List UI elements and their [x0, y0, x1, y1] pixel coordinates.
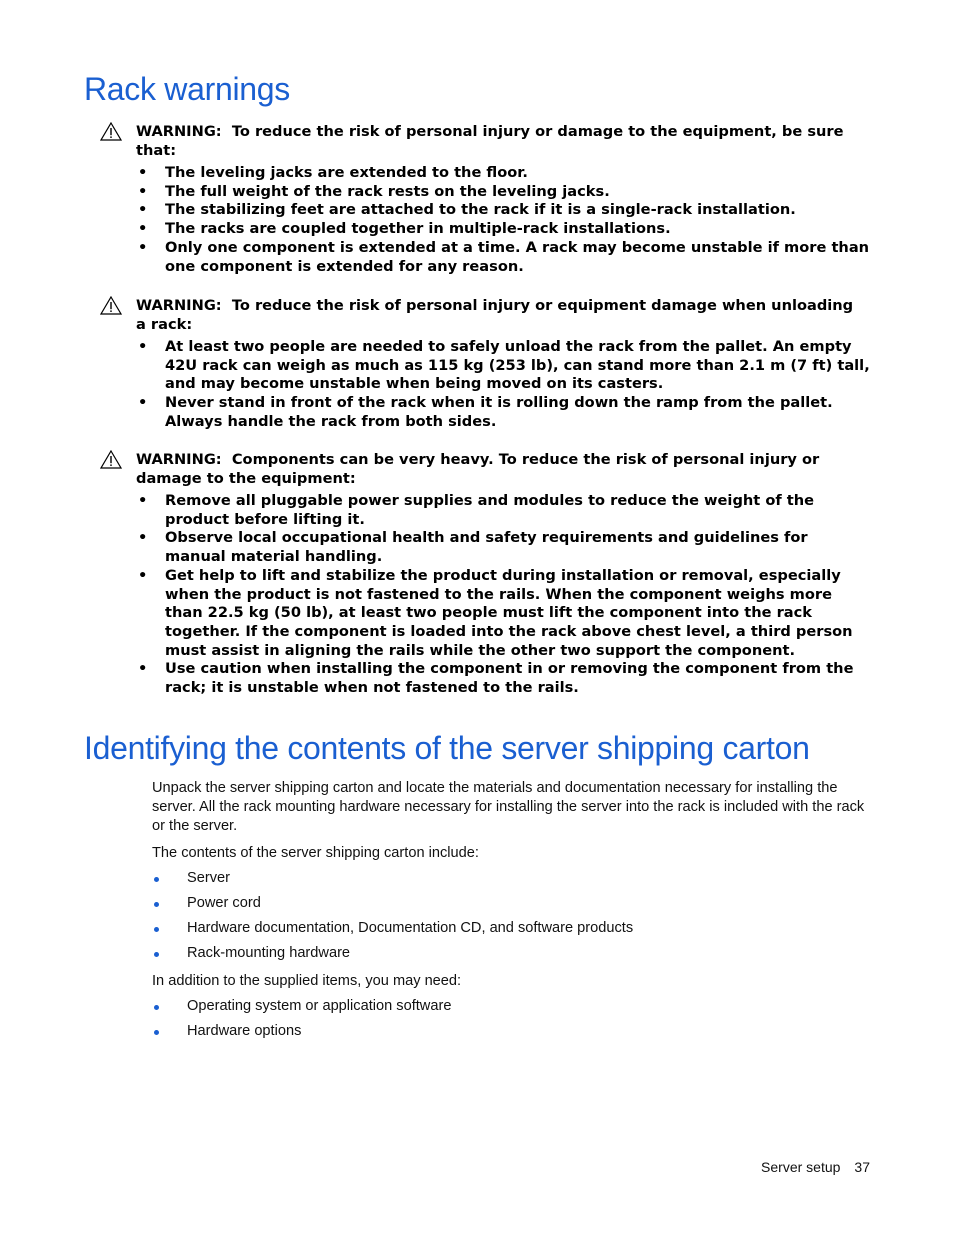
- warning-list: [100, 338, 872, 432]
- list-item: Rack-mounting hardware: [152, 944, 874, 969]
- warning-block-2: [100, 296, 872, 432]
- list-item: Power cord: [152, 894, 874, 919]
- list-item: Hardware documentation, Documentation CD, and software products: [152, 919, 874, 944]
- list-item: • The full weight of the rack rests on the leveling jacks.: [138, 182, 610, 200]
- warning-lead-text: [136, 450, 872, 488]
- warning-label: WARNING:: [136, 451, 222, 468]
- list-item: • Remove all pluggable power supplies and modules to reduce the weight of the product before lifting it.: [138, 492, 815, 528]
- list-item: Server: [152, 869, 874, 894]
- warning-lead: [100, 296, 872, 334]
- list-item: • Only one component is extended at a time. A rack may become unstable if more than one component is extended for any reason.: [138, 238, 870, 275]
- list-item: • Get help to lift and stabilize the product during installation or removal, especially when the product is not fastened to the rails. When the component weighs more than 22.5 kg (50 lb), at least two people must lift the component into the rack together. If the component is loaded into the rack above chest level, a third person must assist in aligning the rails while the other two support the component.: [138, 566, 853, 659]
- warning-lead-text: [136, 296, 872, 334]
- bullet-icon: [154, 902, 159, 907]
- warning-lead: [100, 122, 872, 160]
- list-item: • At least two people are needed to safely unload the rack from the pallet. An empty 42U rack can weigh as much as 115 kg (253 lb), can stand more than 2.1 m (7 ft) tall, and may become unstable when being moved on its casters.: [138, 338, 870, 393]
- page-number: 37: [854, 1159, 870, 1175]
- warning-lead-sentence: To reduce the risk of personal injury or damage to the equipment, be sure: [231, 123, 844, 140]
- contents-intro-paragraph: The contents of the server shipping carton include:: [152, 845, 479, 861]
- warning-block-3: [100, 450, 872, 698]
- warning-lead-text: [136, 122, 872, 160]
- warning-list: [100, 164, 872, 276]
- list-item: • Never stand in front of the rack when it is rolling down the ramp from the pallet. Always handle the rack from both sides.: [138, 394, 833, 430]
- list-item: Operating system or application software: [152, 997, 874, 1022]
- list-item: Hardware options: [152, 1022, 874, 1047]
- warning-lead-sentence: Components can be very heavy. To reduce the risk of personal injury or: [231, 451, 820, 468]
- warning-lead-sentence: To reduce the risk of personal injury or equipment damage when unloading: [231, 297, 854, 314]
- warning-label: WARNING:: [136, 297, 222, 314]
- warning-label: WARNING:: [136, 123, 222, 140]
- warning-triangle-icon: [100, 296, 122, 315]
- warning-lead-continuation: that:: [136, 142, 177, 159]
- warning-lead-continuation: damage to the equipment:: [136, 470, 356, 487]
- warning-lead: [100, 450, 872, 488]
- list-item: • The leveling jacks are extended to the floor.: [138, 164, 528, 181]
- warning-lead-continuation: a rack:: [136, 316, 193, 333]
- heading-rack-warnings: Rack warnings: [84, 71, 290, 107]
- bullet-icon: [154, 1005, 159, 1010]
- intro-paragraph: Unpack the server shipping carton and locate the materials and documentation necessary for installing the server. All the rack mounting hardware necessary for installing the server into the rack is included with the rack or the server.: [152, 780, 865, 834]
- list-item: • Use caution when installing the component in or removing the component from the rack; it is unstable when not fastened to the rails.: [138, 660, 854, 697]
- bullet-icon: [154, 952, 159, 957]
- list-item: • The stabilizing feet are attached to the rack if it is a single-rack installation.: [138, 201, 796, 219]
- heading-shipping-carton: Identifying the contents of the server shipping carton: [84, 730, 810, 766]
- may-need-intro-paragraph: In addition to the supplied items, you may need:: [152, 973, 462, 989]
- list-item: • Observe local occupational health and safety requirements and guidelines for manual material handling.: [138, 529, 808, 566]
- warning-block-1: [100, 122, 872, 276]
- page-footer: [761, 1158, 870, 1177]
- warning-list: [100, 492, 872, 698]
- warning-triangle-icon: [100, 450, 122, 469]
- bullet-icon: [154, 877, 159, 882]
- contents-list: [152, 869, 874, 969]
- bullet-icon: [154, 1030, 159, 1035]
- warning-triangle-icon: [100, 122, 122, 141]
- list-item: • The racks are coupled together in multiple-rack installations.: [138, 220, 671, 238]
- bullet-icon: [154, 927, 159, 932]
- may-need-list: [152, 997, 874, 1047]
- footer-section-name: Server setup: [761, 1159, 841, 1175]
